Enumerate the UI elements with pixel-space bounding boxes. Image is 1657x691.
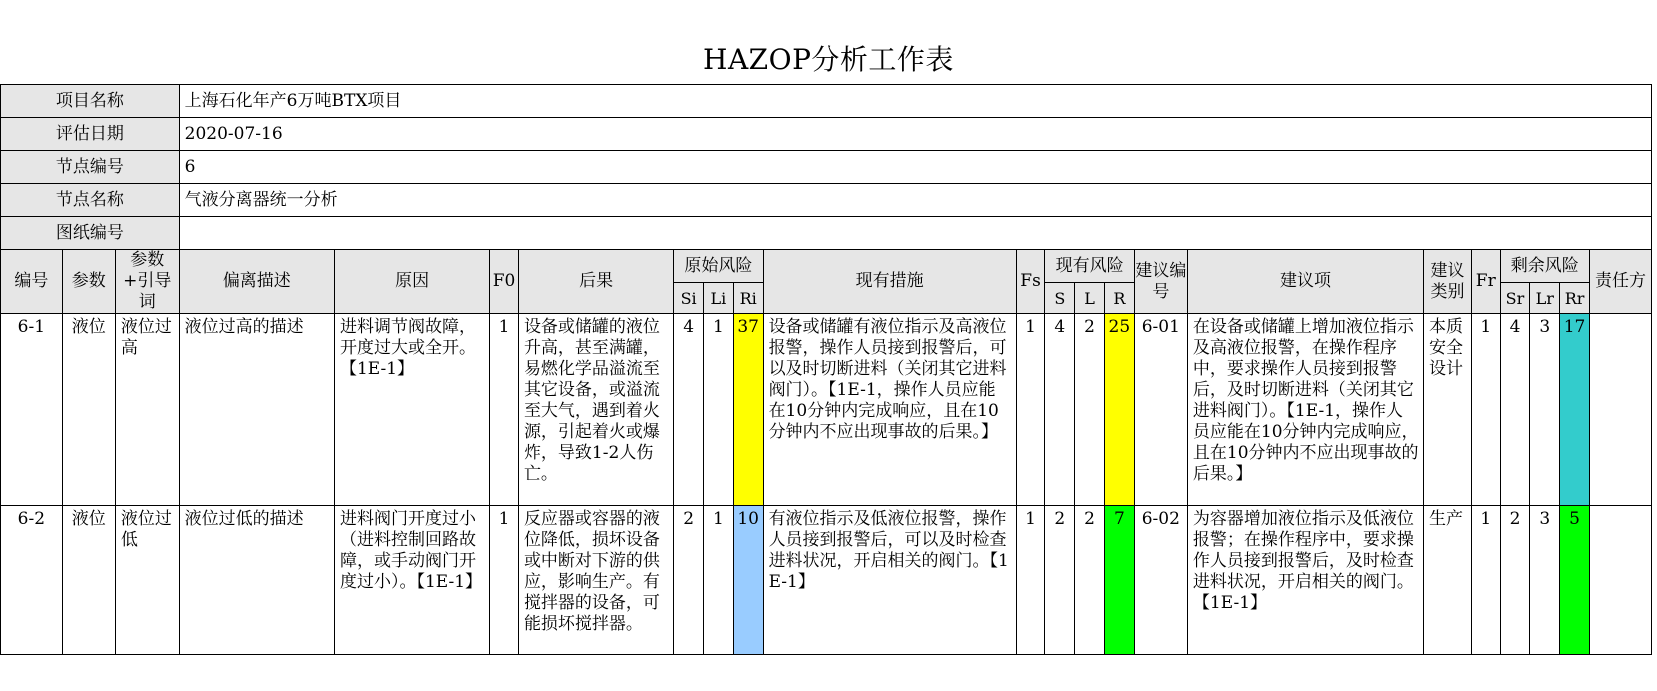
cell-recommendation: 在设备或储罐上增加液位指示及高液位报警，在操作程序中，要求操作人员接到报警后，及时切断进料（关闭其它进料阀门）。【1E-1，操作人员应能在10分钟内完成响应，且在10分钟内不应出现事故的后果。】 (1187, 314, 1423, 506)
cell-f0: 1 (490, 506, 519, 655)
info-value: 6 (179, 151, 1651, 184)
header-guideword: 参数+引导词 (115, 250, 179, 314)
header-current-risk: 现有风险 (1045, 250, 1134, 283)
header-f0: F0 (490, 250, 519, 314)
cell-l: 2 (1075, 314, 1105, 506)
hazop-worksheet-table (0, 84, 1652, 655)
header-ri: Ri (733, 283, 763, 314)
cell-recommendation: 为容器增加液位指示及低液位报警；在操作程序中，要求操作人员接到报警后，及时检查进料状况，开启相关的阀门。【1E-1】 (1187, 506, 1423, 655)
cell-consequence: 设备或储罐的液位升高，甚至满罐，易燃化学品溢流至其它设备，或溢流至大气，遇到着火源，引起着火或爆炸，导致1-2人伤亡。 (518, 314, 673, 506)
info-row (1, 184, 1652, 217)
header-original-risk: 原始风险 (674, 250, 763, 283)
header-si: Si (674, 283, 704, 314)
cell-f0: 1 (490, 314, 519, 506)
cell-param: 液位 (62, 314, 115, 506)
header-lr: Lr (1530, 283, 1560, 314)
info-label: 项目名称 (1, 85, 180, 118)
header-r: R (1104, 283, 1134, 314)
header-s: S (1045, 283, 1075, 314)
cell-s: 2 (1045, 506, 1075, 655)
cell-measures: 有液位指示及低液位报警，操作人员接到报警后，可以及时检查进料状况，开启相关的阀门。【1E-1】 (763, 506, 1016, 655)
cell-rec-type: 本质安全设计 (1424, 314, 1472, 506)
cell-li: 1 (704, 506, 734, 655)
cell-id: 6-2 (1, 506, 63, 655)
cell-owner (1589, 506, 1651, 655)
cell-cause: 进料调节阀故障，开度过大或全开。【1E-1】 (334, 314, 489, 506)
header-rec-no: 建议编号 (1134, 250, 1187, 314)
cell-li: 1 (704, 314, 734, 506)
header-fs: Fs (1016, 250, 1045, 314)
cell-param: 液位 (62, 506, 115, 655)
page-title: HAZOP分析工作表 (703, 43, 954, 76)
cell-fs: 1 (1016, 314, 1045, 506)
header-measures: 现有措施 (763, 250, 1016, 314)
cell-si: 2 (674, 506, 704, 655)
info-value: 2020-07-16 (179, 118, 1651, 151)
header-row (1, 250, 1652, 283)
cell-fr: 1 (1471, 506, 1500, 655)
cell-deviation: 液位过高的描述 (179, 314, 334, 506)
info-label: 节点编号 (1, 151, 180, 184)
cell-fs: 1 (1016, 506, 1045, 655)
cell-l: 2 (1075, 506, 1105, 655)
cell-s: 4 (1045, 314, 1075, 506)
cell-sr: 2 (1500, 506, 1530, 655)
cell-guideword: 液位过低 (115, 506, 179, 655)
header-rr: Rr (1560, 283, 1590, 314)
info-value: 气液分离器统一分析 (179, 184, 1651, 217)
info-label: 评估日期 (1, 118, 180, 151)
cell-si: 4 (674, 314, 704, 506)
cell-rr: 17 (1560, 314, 1590, 506)
info-value (179, 217, 1651, 250)
info-row (1, 151, 1652, 184)
header-cause: 原因 (334, 250, 489, 314)
info-label: 节点名称 (1, 184, 180, 217)
header-consequence: 后果 (518, 250, 673, 314)
cell-rec-no: 6-01 (1134, 314, 1187, 506)
header-li: Li (704, 283, 734, 314)
cell-id: 6-1 (1, 314, 63, 506)
cell-guideword: 液位过高 (115, 314, 179, 506)
cell-owner (1589, 314, 1651, 506)
cell-fr: 1 (1471, 314, 1500, 506)
cell-deviation: 液位过低的描述 (179, 506, 334, 655)
cell-ri: 10 (733, 506, 763, 655)
header-residual-risk: 剩余风险 (1500, 250, 1589, 283)
cell-rr: 5 (1560, 506, 1590, 655)
header-recommendation: 建议项 (1187, 250, 1423, 314)
header-l: L (1075, 283, 1105, 314)
cell-rec-no: 6-02 (1134, 506, 1187, 655)
info-row (1, 85, 1652, 118)
header-fr: Fr (1471, 250, 1500, 314)
cell-measures: 设备或储罐有液位指示及高液位报警，操作人员接到报警后，可以及时切断进料（关闭其它进料阀门）。【1E-1，操作人员应能在10分钟内完成响应，且在10分钟内不应出现事故的后果。】 (763, 314, 1016, 506)
cell-ri: 37 (733, 314, 763, 506)
cell-consequence: 反应器或容器的液位降低，损坏设备或中断对下游的供应，影响生产。有搅拌器的设备，可能损坏搅拌器。 (518, 506, 673, 655)
info-label: 图纸编号 (1, 217, 180, 250)
info-row (1, 118, 1652, 151)
header-deviation: 偏离描述 (179, 250, 334, 314)
cell-r: 7 (1104, 506, 1134, 655)
info-value: 上海石化年产6万吨BTX项目 (179, 85, 1651, 118)
cell-r: 25 (1104, 314, 1134, 506)
cell-lr: 3 (1530, 506, 1560, 655)
info-row (1, 217, 1652, 250)
table-row (1, 506, 1652, 655)
header-sr: Sr (1500, 283, 1530, 314)
cell-cause: 进料阀门开度过小（进料控制回路故障，或手动阀门开度过小）。【1E-1】 (334, 506, 489, 655)
cell-sr: 4 (1500, 314, 1530, 506)
table-row (1, 314, 1652, 506)
header-owner: 责任方 (1589, 250, 1651, 314)
cell-rec-type: 生产 (1424, 506, 1472, 655)
header-rec-type: 建议类别 (1424, 250, 1472, 314)
cell-lr: 3 (1530, 314, 1560, 506)
header-id: 编号 (1, 250, 63, 314)
header-param: 参数 (62, 250, 115, 314)
